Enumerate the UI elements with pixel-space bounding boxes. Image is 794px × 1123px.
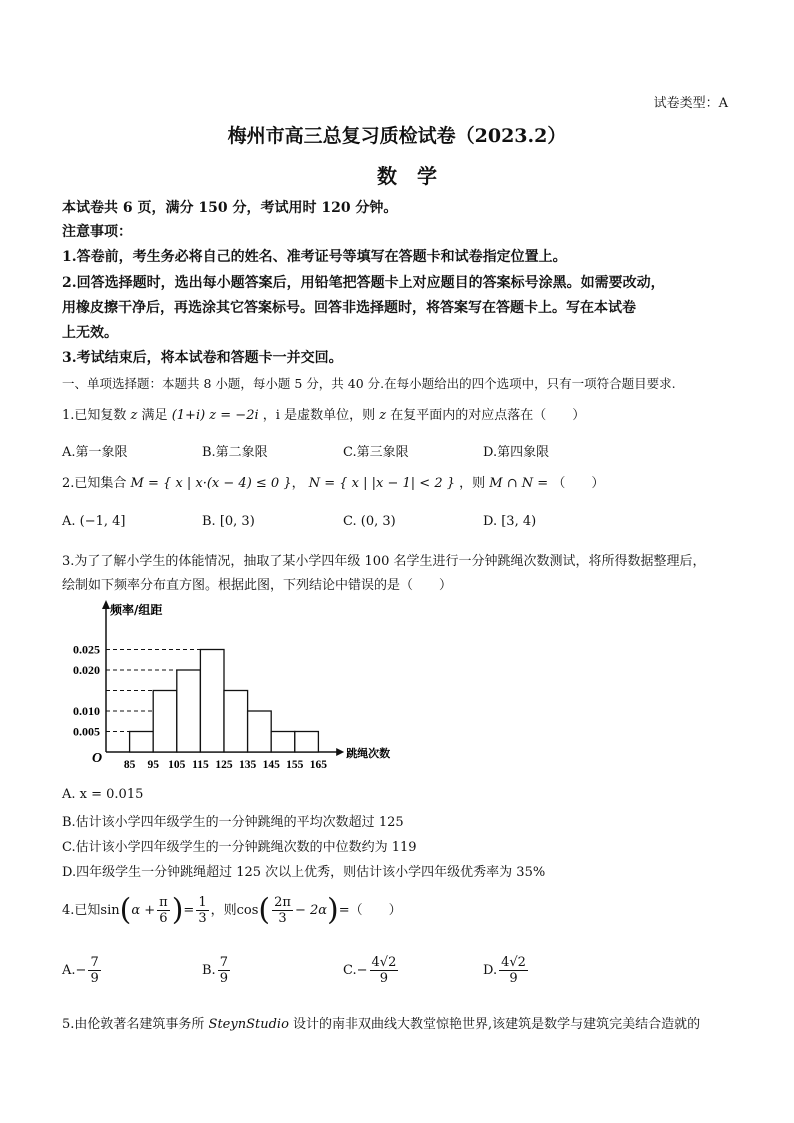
x-tick-label: 145	[262, 759, 280, 771]
question-2-stem: 2.已知集合 M = { x | x·(x − 4) ≤ 0 }， N = { x | |x − 1| < 2 } ，则 M ∩ N = （ ）	[62, 476, 605, 491]
histogram-bar	[177, 670, 201, 752]
q1-option-c: C.第三象限	[343, 445, 409, 460]
x-tick-label: 105	[168, 759, 186, 771]
x-tick-label: 165	[309, 759, 328, 771]
subject-title: 数学	[377, 164, 457, 188]
y-tick-label: 0.010	[73, 704, 100, 718]
histogram-bar	[271, 732, 295, 753]
histogram-bar	[295, 732, 319, 753]
q2-option-d: D. [3, 4)	[483, 514, 537, 529]
x-tick-label: 95	[147, 759, 159, 771]
question-5-stem: 5.由伦敦著名建筑事务所 SteynStudio 设计的南非双曲线大教堂惊艳世界,该建筑是数学与建筑完美结合造就的	[62, 1017, 701, 1032]
question-1-stem: 1.已知复数 z 满足 (1+i) z = −2i ，i 是虚数单位，则 z 在复平面内的对应点落在（ ）	[62, 408, 586, 423]
y-tick-label: 0.025	[73, 642, 100, 657]
notice-item-3: 3.考试结束后，将本试卷和答题卡一并交回。	[62, 350, 343, 366]
frequency-histogram	[58, 600, 418, 772]
notice-item-2-cont: 用橡皮擦干净后，再选涂其它答案标号。回答非选择题时，将答案写在答题卡上。写在本试卷	[62, 300, 636, 316]
q3-option-d: D.四年级学生一分钟跳绳超过 125 次以上优秀，则估计该小学四年级优秀率为 35%	[62, 865, 546, 880]
q4-option-b: B. $\frac{7}{9}$	[202, 955, 228, 986]
origin-label: O	[92, 751, 103, 766]
question-3-stem-line-1: 3.为了了解小学生的体能情况，抽取了某小学四年级 100 名学生进行一分钟跳绳次数测试，将所得数据整理后，	[62, 554, 706, 569]
q4-option-a: A.− $\frac{7}{9}$	[62, 955, 99, 986]
notice-item-1: 1.答卷前，考生务必将自己的姓名、准考证号等填写在答题卡和试卷指定位置上。	[62, 249, 567, 265]
histogram-bar	[130, 732, 154, 753]
y-axis-title: 频率/组距	[110, 603, 163, 617]
notice-heading: 注意事项：	[62, 224, 132, 240]
paper-type-label: 试卷类型：A	[653, 96, 728, 111]
q4-option-d: D. $\frac{4√2}{9}$	[483, 955, 526, 986]
q1-option-b: B.第二象限	[202, 445, 268, 460]
section-1-heading: 一、单项选择题：本题共 8 小题，每小题 5 分，共 40 分.在每小题给出的四个选项中，只有一项符合题目要求.	[62, 376, 676, 391]
q1-option-a: A.第一象限	[62, 445, 128, 460]
x-tick-label: 125	[215, 759, 233, 771]
notice-item-2-end: 上无效。	[62, 325, 118, 341]
x-tick-label: 85	[123, 759, 136, 771]
histogram-bar	[200, 650, 224, 753]
x-tick-label: 115	[192, 759, 209, 771]
question-4-stem: 4.已知sin(α + $\frac{\pi}{6}$ )= $\frac{1}{3}$ ，则cos( $\frac{2\pi}{3}$ − 2α)=（ ）	[62, 892, 402, 928]
q2-option-c: C. (0, 3)	[343, 514, 396, 529]
q1-option-d: D.第四象限	[483, 445, 550, 460]
y-axis-arrow	[102, 600, 110, 609]
histogram-bar	[153, 691, 177, 753]
x-axis-title: 跳绳次数	[346, 747, 391, 760]
exam-intro: 本试卷共 6 页，满分 150 分，考试用时 120 分钟。	[62, 200, 398, 216]
q2-option-a: A. (−1, 4]	[62, 514, 126, 529]
histogram-bar	[224, 691, 248, 753]
q3-option-b: B.估计该小学四年级学生的一分钟跳绳的平均次数超过 125	[62, 815, 404, 830]
q4-option-c: C.− $\frac{4√2}{9}$	[343, 955, 397, 986]
exam-title: 梅州市高三总复习质检试卷（2023.2）	[227, 125, 567, 147]
x-axis-arrow	[336, 748, 344, 756]
q2-option-b: B. [0, 3)	[202, 514, 255, 529]
x-tick-label: 155	[286, 759, 304, 771]
histogram-bar	[248, 711, 272, 752]
y-tick-label: 0.020	[73, 663, 100, 677]
q3-option-a: A. x = 0.015	[62, 787, 144, 802]
x-tick-label: 135	[238, 759, 257, 771]
notice-item-2: 2.回答选择题时，选出每小题答案后，用铅笔把答题卡上对应题目的答案标号涂黑。如需要改动，	[62, 275, 665, 291]
y-tick-label: 0.005	[73, 724, 100, 739]
question-3-stem-line-2: 绘制如下频率分布直方图。根据此图，下列结论中错误的是（ ）	[62, 578, 453, 593]
q3-option-c: C.估计该小学四年级学生的一分钟跳绳次数的中位数约为 119	[62, 840, 417, 855]
